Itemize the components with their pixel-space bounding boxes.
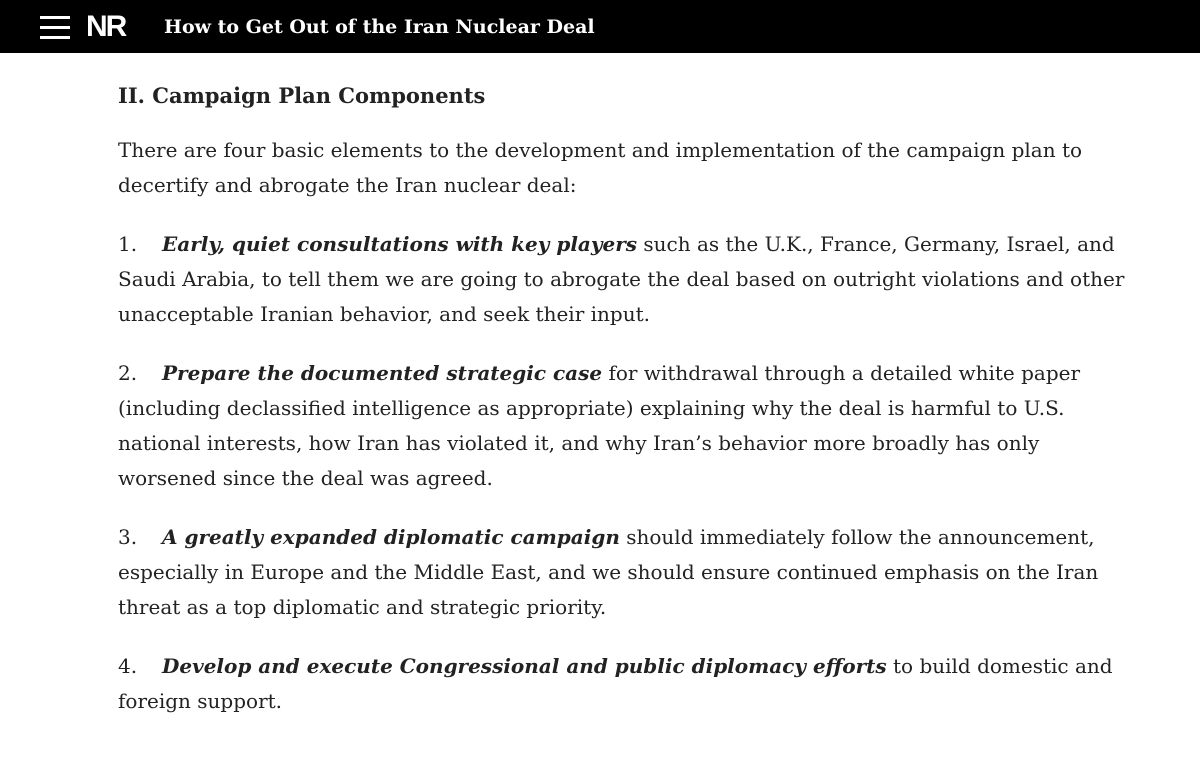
item-text: for withdrawal through a detailed white paper (including declassified intelligence as appropriate) explaining why the deal is harmful to U.S. national interests, how Iran has violated it, and why Iran’s behavior more broadly has only worsened since the deal was agreed.: [118, 361, 1081, 490]
article-body: [118, 80, 1128, 743]
list-item: [118, 356, 1128, 496]
top-navigation-bar: [0, 0, 1200, 53]
item-text: should immediately follow the announcement, especially in Europe and the Middle East, and we should ensure continued emphasis on the Iran threat as a top diplomatic and strategic priority.: [118, 525, 1099, 619]
item-lead: Develop and execute Congressional and public diplomacy efforts: [162, 654, 887, 678]
site-logo[interactable]: NR: [86, 10, 126, 43]
list-item: [118, 227, 1128, 332]
list-item: [118, 649, 1128, 719]
item-text: such as the U.K., France, Germany, Israel, and Saudi Arabia, to tell them we are going to abrogate the deal based on outright violations and other unacceptable Iranian behavior, and seek their input.: [118, 232, 1125, 326]
item-number: 4.: [118, 654, 138, 678]
menu-icon-line: [40, 26, 70, 29]
item-number: 1.: [118, 232, 138, 256]
menu-icon[interactable]: [40, 16, 70, 40]
item-lead: A greatly expanded diplomatic campaign: [162, 525, 620, 549]
item-number: 2.: [118, 361, 138, 385]
item-number: 3.: [118, 525, 138, 549]
header-article-title[interactable]: How to Get Out of the Iran Nuclear Deal: [164, 16, 595, 38]
item-lead: Early, quiet consultations with key players: [162, 232, 638, 256]
list-item: [118, 520, 1128, 625]
section-heading: II. Campaign Plan Components: [118, 83, 486, 108]
intro-paragraph: There are four basic elements to the development and implementation of the campaign plan to decertify and abrogate the Iran nuclear deal:: [118, 138, 1083, 197]
menu-icon-line: [40, 16, 70, 19]
item-text: to build domestic and foreign support.: [118, 654, 1113, 713]
item-lead: Prepare the documented strategic case: [162, 361, 603, 385]
menu-icon-line: [40, 36, 70, 39]
